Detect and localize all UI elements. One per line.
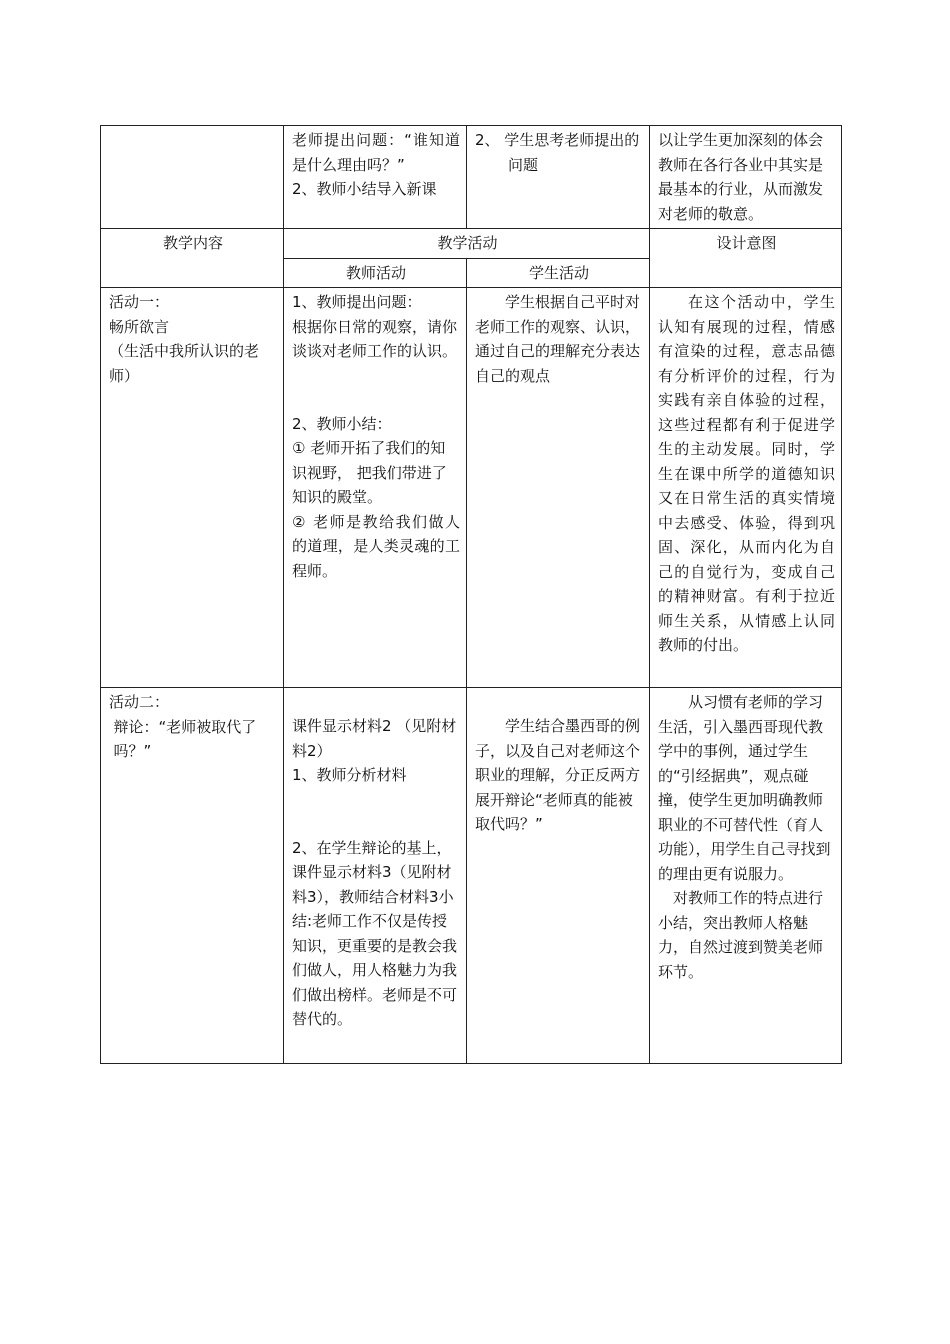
activity1-title: 活动一： [109, 293, 170, 311]
activity1-row [101, 288, 842, 688]
activity2-design-cell [650, 688, 842, 1064]
activity1-subtitle: （生活中我所认识的老师） [109, 342, 260, 385]
intro-design-cell [650, 126, 842, 229]
activity1-name: 畅所欲言 [109, 317, 170, 336]
activity1-teacher-sum-1: ① 老师开拓了我们的知识视野， 把我们带进了知识的殿堂。 [292, 439, 447, 506]
activity2-name: 辩论：“老师被取代了吗？” [113, 717, 257, 760]
activity1-teacher-sum-title: 2、教师小结： [292, 414, 392, 433]
activity2-row [101, 688, 842, 1064]
activity2-teacher-analysis: 1、教师分析材料 [292, 766, 407, 784]
activity2-design-text-2: 对教师工作的特点进行小结，突出教师人格魅力，自然过渡到赞美老师环节。 [658, 889, 824, 981]
activity1-teacher-sum-2: ② 老师是教给我们做人的道理，是人类灵魂的工程师。 [292, 512, 460, 580]
activity1-student-text: 学生根据自己平时对老师工作的观察、认识，通过自己的理解充分表达自己的观点 [475, 293, 641, 385]
header-row [101, 229, 842, 259]
activity1-teacher-q-title: 1、教师提出问题： [292, 293, 422, 311]
intro-content-cell [101, 126, 284, 229]
activity1-design-cell [650, 288, 842, 688]
header-teacher-activity: 教师活动 [284, 258, 467, 288]
activity2-title: 活动二： [109, 693, 170, 711]
intro-student-cell [467, 126, 650, 229]
header-content: 教学内容 [101, 229, 284, 288]
activity1-teacher-cell [284, 288, 467, 688]
activity2-teacher-material: 课件显示材料2 （见附材料2） [292, 717, 457, 760]
intro-teacher-question: 老师提出问题：“谁知道是什么理由吗？” [292, 131, 460, 174]
activity1-content-cell [101, 288, 284, 688]
activity1-design-text: 在这个活动中，学生认知有展现的过程，情感有渲染的过程，意志品德有分析评价的过程，行为实践有亲自体验的过程，这些过程都有利于促进学生的主动发展。同时，学生在课中所学的道德知识又在日常生活的真实情境中去感受、体验，得到巩固、深化，从而内化为自己的自觉行为，变成自己的精神财富。有利于拉近师生关系，从情感上认同教师的付出。 [658, 293, 835, 654]
activity2-teacher-cell [284, 688, 467, 1064]
intro-teacher-cell [284, 126, 467, 229]
activity2-student-text: 学生结合墨西哥的例子，以及自己对老师这个职业的理解，分正反两方展开辩论“老师真的能被取代吗？” [475, 717, 641, 833]
intro-design-text: 以让学生更加深刻的体会教师在各行各业中其实是最基本的行业，从而激发对老师的敬意。 [658, 131, 824, 223]
activity2-teacher-summary: 2、在学生辩论的基上，课件显示材料3（见附材料3），教师结合材料3小结:老师工作不仅是传授知识，更重要的是教会我们做人，用人格魅力为我们做出榜样。老师是不可替代的。 [292, 838, 458, 1028]
activity2-design-text-1: 从习惯有老师的学习生活，引入墨西哥现代教学中的事例，通过学生的“引经据典”，观点碰撞，使学生更加明确教师职业的不可替代性（育人功能），用学生自己寻找到的理由更有说服力。 [658, 693, 831, 883]
header-activity: 教学活动 [284, 229, 650, 259]
activity2-content-cell [101, 688, 284, 1064]
header-student-activity: 学生活动 [467, 258, 650, 288]
intro-row [101, 126, 842, 229]
lesson-plan-table [100, 125, 842, 1064]
activity1-teacher-q: 根据你日常的观察，请你谈谈对老师工作的认识。 [292, 317, 458, 360]
activity2-student-cell [467, 688, 650, 1064]
header-design: 设计意图 [650, 229, 842, 288]
intro-teacher-summary: 2、教师小结导入新课 [292, 180, 437, 198]
activity1-student-cell [467, 288, 650, 688]
intro-student-text: 2、 学生思考老师提出的问题 [475, 131, 640, 174]
